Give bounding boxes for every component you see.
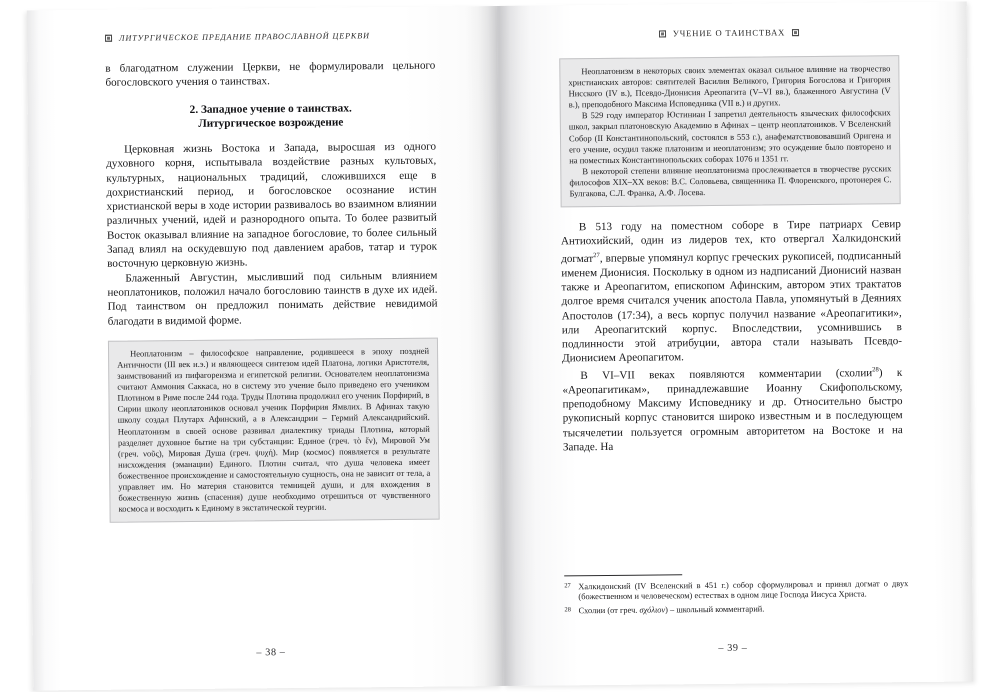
open-book — [27, 2, 973, 691]
right-inset-paragraph-2: В 529 году император Юстиниан I запретил деятельность языческих философских школ, закрыл платоновскую Академию в Афинах – центр неоплатоников. V Вселенский Собор (II Константинопольский, состоялся в 553 г.), анафематствововавший Оригена и его учение, осудил также платонизм и неоплатонизм; это осуждение было повторено и на поместных Константинопольских соборах 1076 и 1351 гг. — [568, 107, 892, 166]
section-heading-line-1: 2. Западное учение о таинствах. — [189, 102, 352, 116]
right-running-head — [559, 26, 899, 39]
right-paragraph-2 — [562, 363, 903, 455]
ornament-square-right-icon — [792, 29, 799, 36]
footnote-number-28: 28 — [564, 606, 571, 614]
right-paragraph-1-part-1: В 513 году на поместном соборе в Тире патриарх Севир Антиохийский, один из лидеров тех, кто отвергал Халкидонский догмат — [560, 218, 902, 265]
right-page — [497, 2, 974, 686]
section-heading-line-2: Литургическое возрождение — [198, 116, 344, 130]
footnote-item-28 — [564, 603, 908, 617]
right-paragraph-1 — [561, 217, 902, 366]
right-running-head-text: УЧЕНИЕ О ТАИНСТВАХ — [672, 27, 786, 39]
right-folio: – 39 – — [718, 642, 748, 654]
footnote-28-greek-term: σχόλιον — [639, 605, 666, 615]
footnote-28-text-after-greek: ) – школьный комментарий. — [665, 604, 765, 615]
footnote-ref-27[interactable]: 27 — [593, 251, 600, 259]
right-paragraph-2-part-1: В VI–VII веках появляются комментарии (схолии — [580, 366, 873, 382]
right-inset-paragraph-3: В некоторой степени влияние неоплатонизма прослеживается в творчестве русских философов XIX–XX веков: В.С. Соловьева, священника П. Флоренского, протоиерея С. Булгакова, С.Л. Франка, А.Ф. Лосева. — [569, 163, 892, 199]
page-edge-shading-right — [955, 2, 974, 682]
right-paragraph-2-part-2: ) к «Ареопагитикам», принадлежавшие Иоанну Скифопольскому, преподобному Максиму Исповеднику и др. Относительно быстро рукописный корпус становится широко известным и в последующем тысячелетии пользуется огромным авторитетом на Востоке и на Западе. На — [562, 366, 903, 454]
footnote-ref-28[interactable]: 28 — [872, 366, 879, 374]
left-paragraph-2: Блаженный Августин, мысливший под сильным влиянием неоплатоников, положил начало богословию таинств в духе их идей. Под таинством он предложил понимать действие невидимой благодати в видимой форме. — [107, 269, 438, 328]
left-running-head — [105, 31, 435, 43]
footnote-item-27 — [564, 579, 908, 604]
left-page — [27, 6, 504, 690]
left-running-head-text: ЛИТУРГИЧЕСКОЕ ПРЕДАНИЕ ПРАВОСЛАВНОЙ ЦЕРКВИ — [118, 31, 370, 43]
right-inset-box — [559, 55, 900, 207]
ornament-square-left-icon — [659, 30, 666, 37]
footnote-separator-rule — [564, 574, 682, 576]
footnote-28-text-before-greek: Схолии (от греч. — [578, 605, 640, 615]
left-continued-paragraph: в благодатном служении Церкви, не формулировали цельного богословского учения о таинствах. — [105, 59, 436, 90]
page-edge-shading-left — [27, 10, 46, 690]
section-heading — [106, 100, 436, 132]
footnote-number-27: 27 — [564, 581, 571, 590]
ornament-square-icon — [105, 35, 112, 42]
footnote-text-27: Халкидонский (IV Вселенский в 451 г.) собор сформулировал и принял догмат о двух (божественном и человеческом) естествах в одном лице Господа Иисуса Христа. — [578, 578, 909, 602]
left-paragraph-1: Церковная жизнь Востока и Запада, выросшая из одного духовного корня, испытывала воздействие разных культовых, культурных, национальных традиций, сложившихся еще в дохристианский период, и богословское осознание истин христианской веры в ходе истории развивалось во взаимном влиянии различных учений, идей и разнородного опыта. То более развитый Восток оказывал влияние на западное богословие, то более сильный Запад влиял на оскудевшую под давлением арабов, татар и турок восточную церковную жизнь. — [106, 140, 438, 271]
left-page-text-column — [105, 31, 440, 523]
right-paragraph-1-part-2: , впервые упомянул корпус греческих рукописей, подписанный именем Дионисия. Поскольку в одном из надписаний Дионисий назван также и Ареопагитом, епископом Афинским, автором этих трактатов долгое время считался ученик апостола Павла, упомянутый в Деяниях Апостолов (17:34), а весь корпус получил название «Ареопагитики», или Ареопагитский корпус. Впоследствии, усомнившись в подлинности этой атрибуции, автора стали называть Псевдо-Дионисием Ареопагитом. — [561, 249, 903, 365]
footnote-area — [564, 572, 908, 620]
left-inset-box — [108, 337, 440, 523]
right-inset-paragraph-1: Неоплатонизм в некоторых своих элементах оказал сильное влияние на творчество христианских авторов: святителей Василия Великого, Григория Богослова и Григория Нисского (IV в.), Псевдо-Дионисия Ареопагита (V–VI вв.), блаженного Августина (V в.), преподобного Максима Исповедника (VII в.) и других. — [568, 63, 891, 110]
left-folio: – 38 – — [256, 647, 286, 659]
left-inset-paragraph-1: Неоплатонизм – философское направление, родившееся в эпоху поздней Античности (III век н.э.) и являющееся синтезом идей Платона, логики Аристотеля, заимствований из пифагореизма и египетской религии. Основателем неоплатонизма считают Аммония Саккаса, но в систему это учение было приведено его учеником Плотином в Риме после 244 года. Труды Плотина продолжил его ученик Порфирий, в Сирии школу неоплатоников основал ученик Порфирия Ямвлих. В Афинах такую школу создал Плутарх Афинский, а в Александрии – Гермий Александрийский. Неоплатонизм в своей основе развивал диалектику триады Плотина, который разделяет духовное бытие на три субстанции: Единое (греч. τὸ ἕν), Мировой Ум (греч. νοῦς), Мировая Душа (греч. ψυχή). Мир (космос) появляется в результате нисхождения (эманации) Единого. Плотин считал, что душа человека имеет божественное происхождение и самостоятельную сущность, она не зависит от тела, а управляет им. Но материя становится темницей души, и для вхождения в божественную жизнь (спасения) душе необходимо отрешиться от чувственного космоса и восходить к Единому в экстатической теургии. — [117, 345, 431, 514]
footnote-text-28 — [578, 603, 908, 617]
right-page-text-column — [559, 26, 903, 454]
